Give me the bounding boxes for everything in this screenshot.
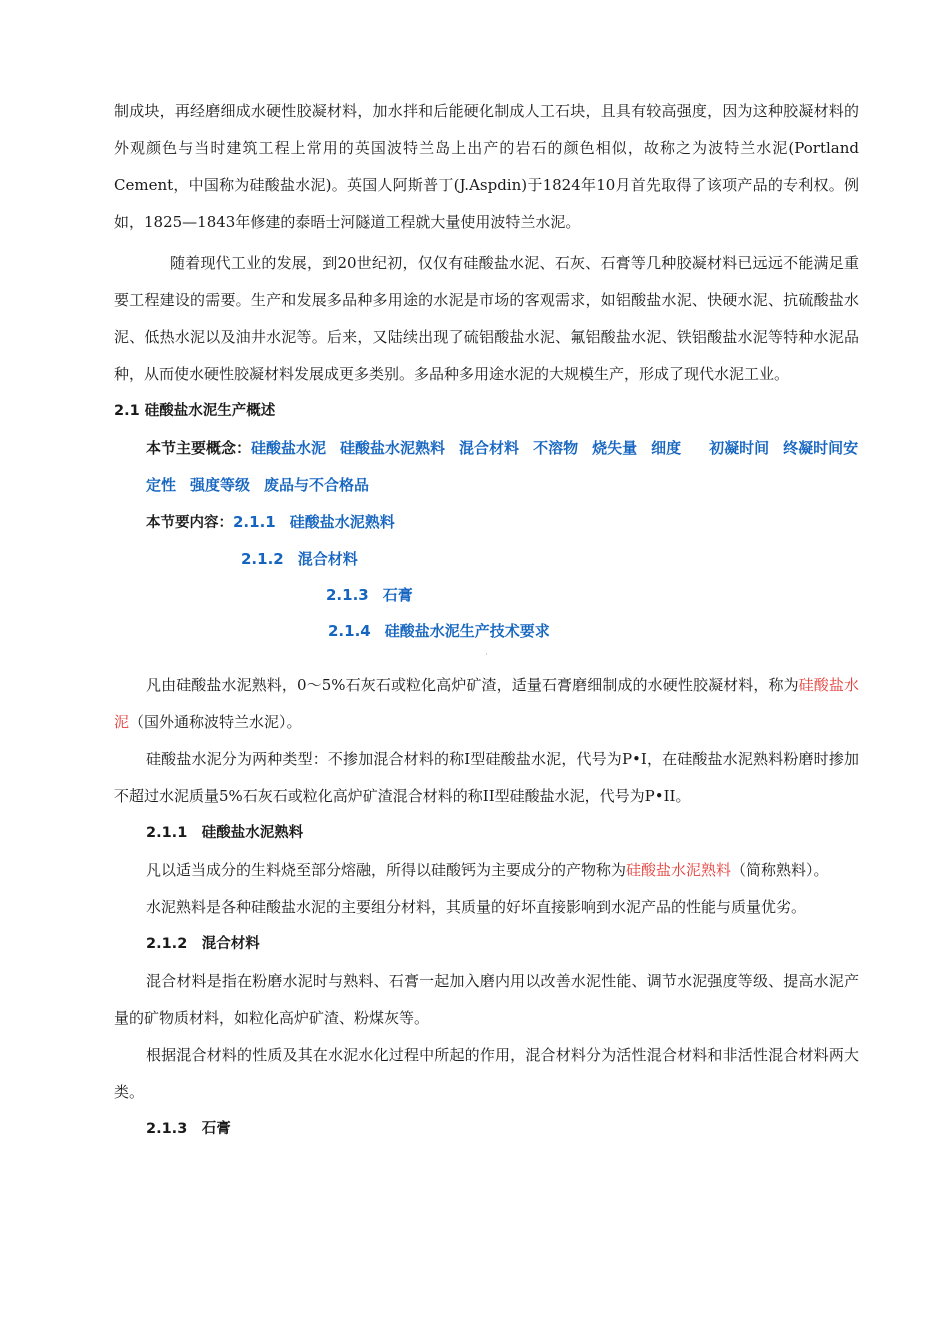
definition-paragraph bbox=[114, 667, 859, 741]
toc-row-3 bbox=[114, 577, 859, 613]
heading-2-1-2: 2.1.2 混合材料 bbox=[146, 936, 260, 952]
separator-dot: · bbox=[485, 650, 488, 659]
toc-row-4 bbox=[114, 613, 859, 649]
clinker-text: （简称熟料）。 bbox=[731, 861, 829, 879]
key-concepts bbox=[114, 430, 859, 504]
concept-item[interactable]: 不溶物 bbox=[533, 439, 579, 457]
clinker-paragraph-2: 水泥熟料是各种硅酸盐水泥的主要组分材料，其质量的好坏直接影响到水泥产品的性能与质量优劣。 bbox=[146, 898, 807, 916]
clinker-term: 硅酸盐水泥熟料 bbox=[626, 861, 732, 879]
toc-row-2 bbox=[114, 541, 859, 577]
concept-item[interactable]: 安定性 bbox=[146, 439, 859, 494]
section-title: 2.1 硅酸盐水泥生产概述 bbox=[114, 403, 276, 419]
toc-link[interactable]: 硅酸盐水泥生产技术要求 bbox=[384, 622, 550, 640]
concept-item[interactable]: 硅酸盐水泥熟料 bbox=[340, 439, 446, 457]
heading-2-1-3: 2.1.3 石膏 bbox=[146, 1121, 231, 1137]
mixture-paragraph-2: 根据混合材料的性质及其在水泥水化过程中所起的作用，混合材料分为活性混合材料和非活性混合材料两大类。 bbox=[114, 1046, 859, 1101]
concept-item[interactable]: 初凝时间 bbox=[709, 439, 770, 457]
toc-number[interactable]: 2.1.3 bbox=[326, 586, 369, 604]
clinker-paragraph bbox=[114, 852, 859, 889]
toc-number[interactable]: 2.1.1 bbox=[233, 513, 276, 531]
toc-number[interactable]: 2.1.2 bbox=[241, 550, 284, 568]
concept-item[interactable]: 废品与不合格品 bbox=[264, 476, 370, 494]
intro-paragraph-1: 制成块，再经磨细成水硬性胶凝材料，加水拌和后能硬化制成人工石块，且具有较高强度，因为这种胶凝材料的外观颜色与当时建筑工程上常用的英国波特兰岛上出产的岩石的颜色相似，故称之为波特兰水泥(Portland Cement，中国称为硅酸盐水泥)。英国人阿斯普丁(J.Aspdin)于1824年10月首先取得了该项产品的专利权。例如，1825—1843年修建的泰晤士河隧道工程就大量使用波特兰水泥。 bbox=[114, 102, 859, 231]
heading-2-1-1: 2.1.1 硅酸盐水泥熟料 bbox=[146, 825, 304, 841]
toc-link[interactable]: 硅酸盐水泥熟料 bbox=[289, 513, 395, 531]
concept-item[interactable]: 混合材料 bbox=[459, 439, 520, 457]
concept-item[interactable]: 强度等级 bbox=[190, 476, 251, 494]
mixture-paragraph-1: 混合材料是指在粉磨水泥时与熟料、石膏一起加入磨内用以改善水泥性能、调节水泥强度等级、提高水泥产量的矿物质材料，如粒化高炉矿渣、粉煤灰等。 bbox=[114, 972, 859, 1027]
contents-label: 本节要内容： bbox=[146, 515, 233, 531]
concept-item[interactable]: 终凝时间 bbox=[783, 439, 844, 457]
definition-text: （国外通称波特兰水泥）。 bbox=[129, 713, 302, 731]
concept-item[interactable]: 硅酸盐水泥 bbox=[251, 439, 327, 457]
toc-link[interactable]: 石膏 bbox=[382, 586, 413, 604]
clinker-text: 凡以适当成分的生料烧至部分熔融，所得以硅酸钙为主要成分的产物称为 bbox=[146, 861, 627, 879]
intro-paragraph-2: 随着现代工业的发展，到20世纪初，仅仅有硅酸盐水泥、石灰、石膏等几种胶凝材料已远远不能满足重要工程建设的需要。生产和发展多品种多用途的水泥是市场的客观需求，如铝酸盐水泥、快硬水泥、抗硫酸盐水泥、低热水泥以及油井水泥等。后来，又陆续出现了硫铝酸盐水泥、氟铝酸盐水泥、铁铝酸盐水泥等特种水泥品种，从而使水硬性胶凝材料发展成更多类别。多品种多用途水泥的大规模生产，形成了现代水泥工业。 bbox=[114, 254, 859, 383]
toc-row-1 bbox=[114, 504, 859, 541]
concept-item[interactable]: 细度 bbox=[651, 439, 682, 457]
definition-term: 硅酸盐水泥 bbox=[114, 676, 859, 731]
definition-text: 凡由硅酸盐水泥熟料，0～5%石灰石或粒化高炉矿渣，适量石膏磨细制成的水硬性胶凝材料，称为 bbox=[146, 676, 799, 694]
concept-item[interactable]: 烧失量 bbox=[592, 439, 638, 457]
toc-link[interactable]: 混合材料 bbox=[297, 550, 358, 568]
types-paragraph: 硅酸盐水泥分为两种类型：不掺加混合材料的称I型硅酸盐水泥，代号为P•I，在硅酸盐水泥熟料粉磨时掺加不超过水泥质量5%石灰石或粒化高炉矿渣混合材料的称II型硅酸盐水泥，代号为P•II。 bbox=[114, 750, 859, 805]
document-page bbox=[114, 93, 859, 1148]
toc-number[interactable]: 2.1.4 bbox=[328, 622, 371, 640]
key-concepts-label: 本节主要概念： bbox=[146, 439, 252, 457]
